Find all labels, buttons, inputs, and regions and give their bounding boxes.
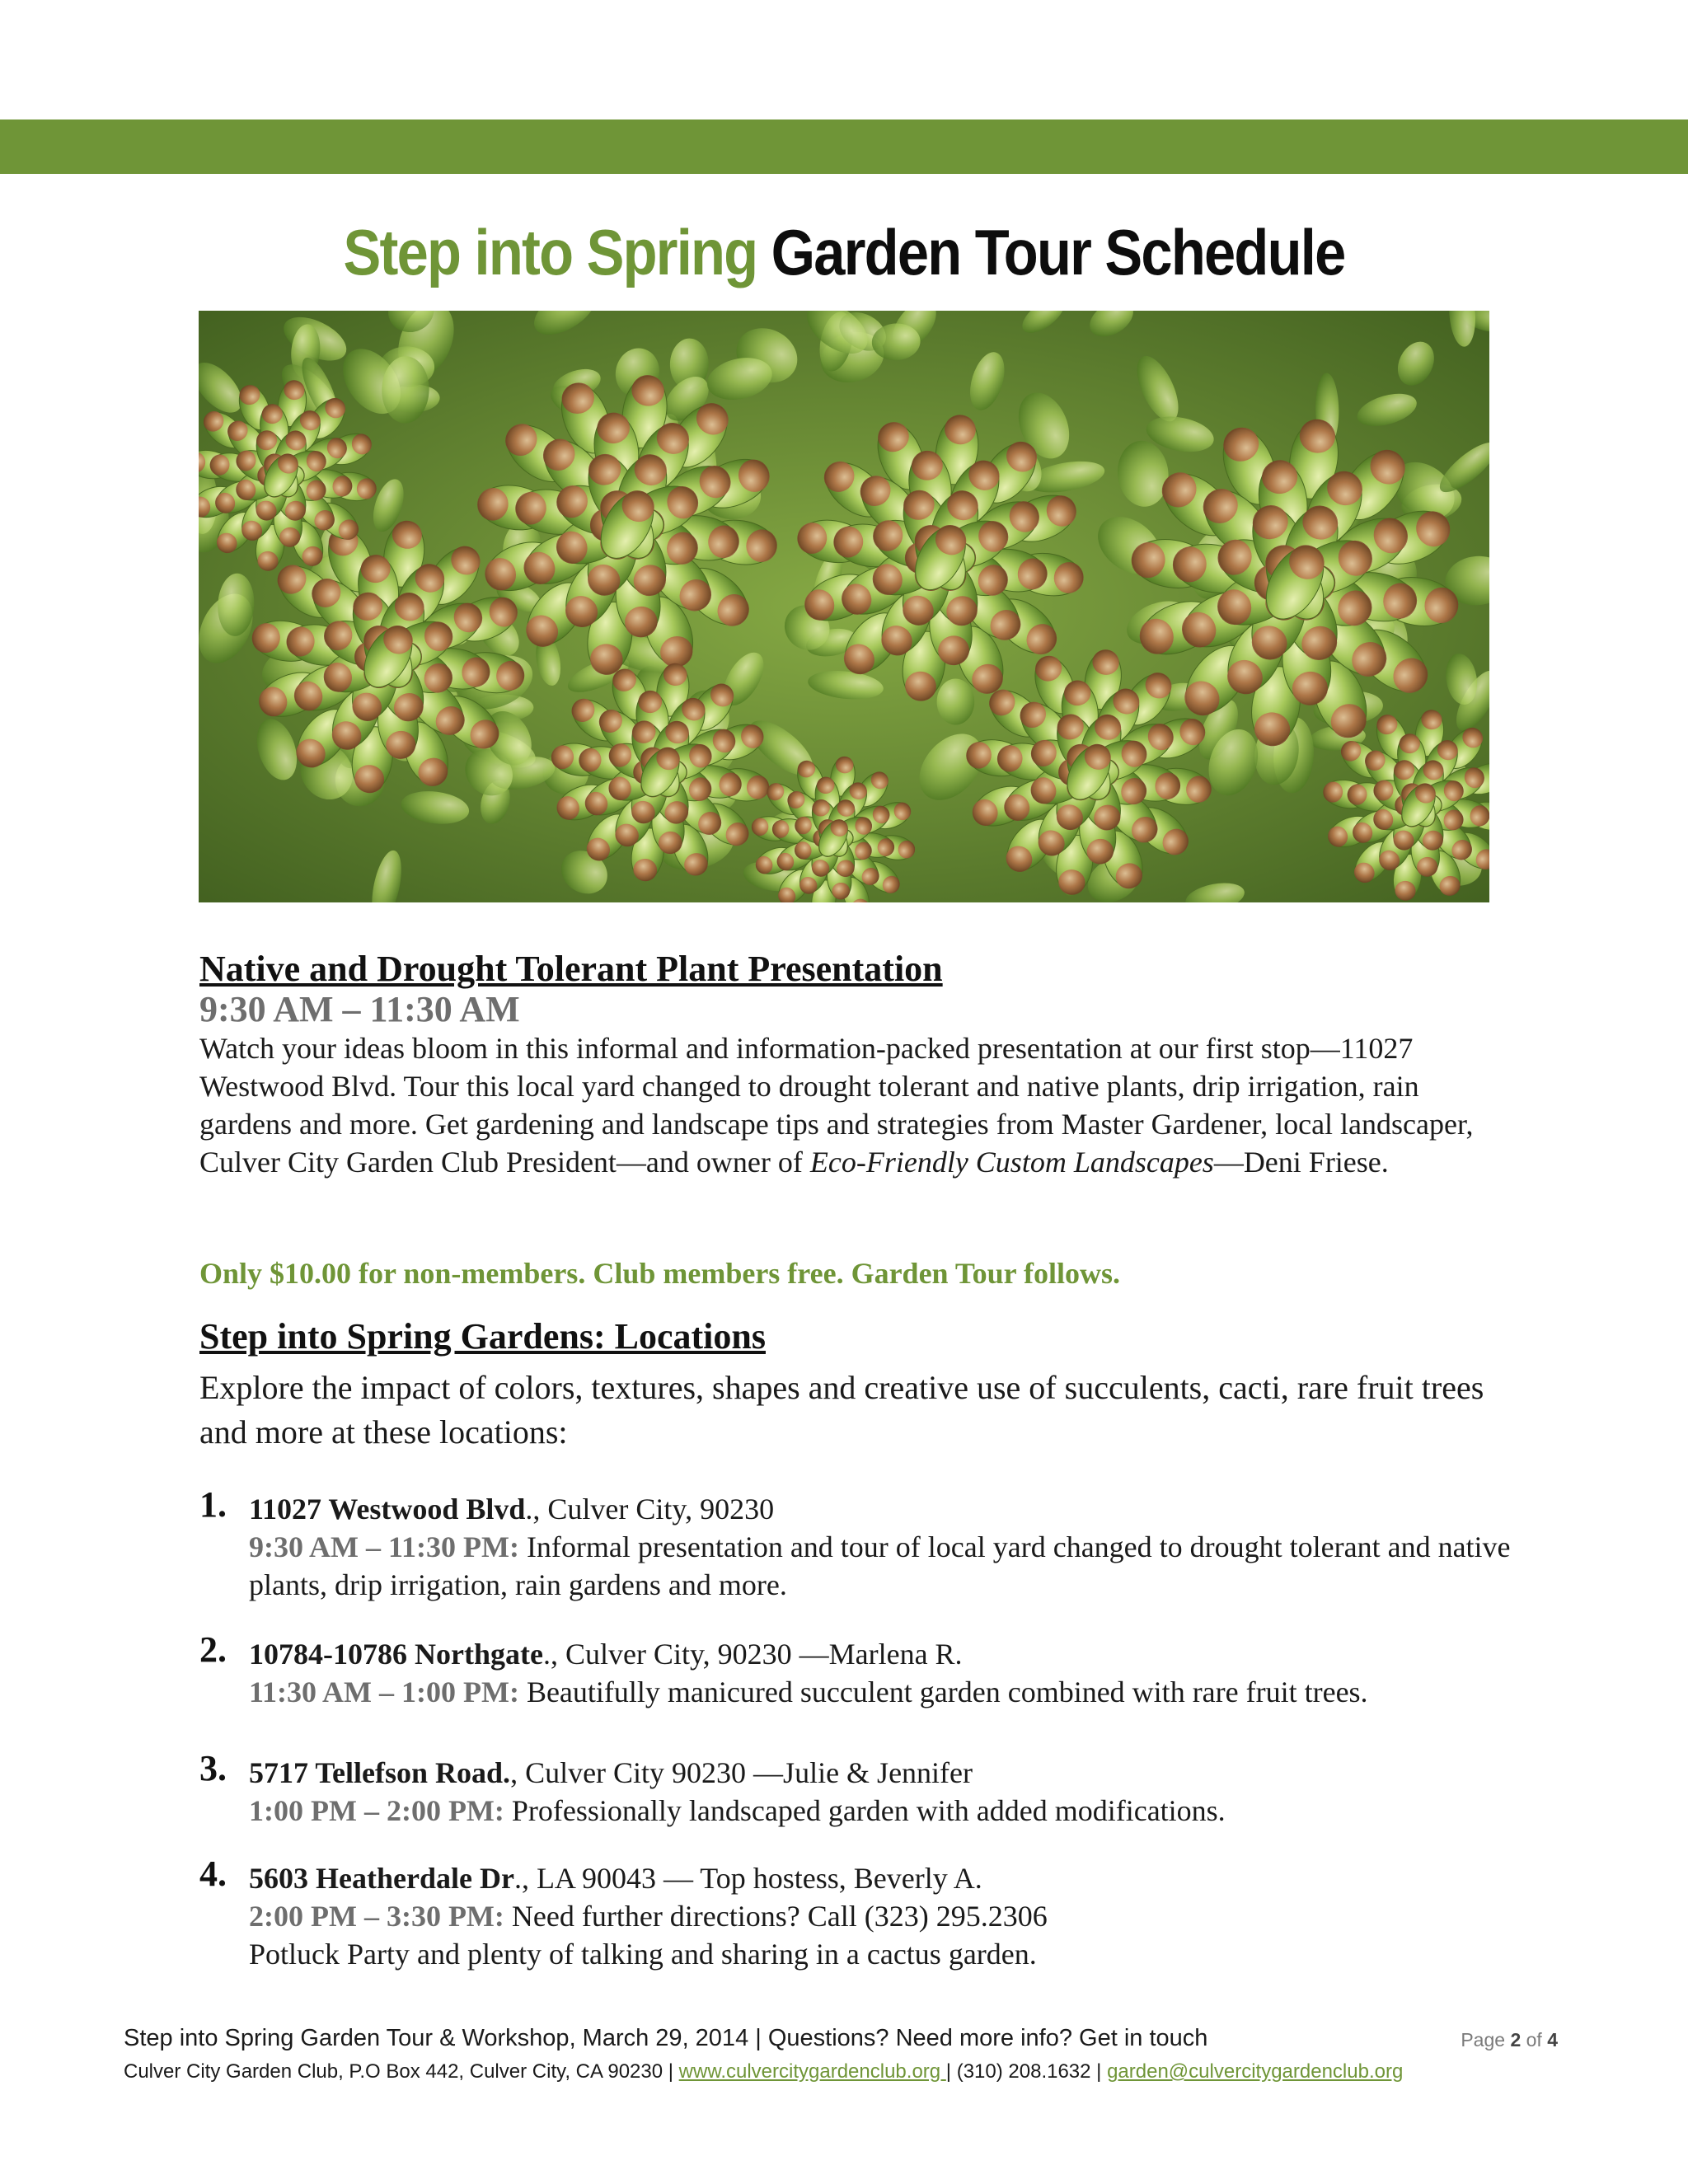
title-black-part: Garden Tour Schedule: [771, 216, 1345, 288]
presentation-heading: Native and Drought Tolerant Plant Presentation: [199, 949, 943, 989]
location-number: 3.: [199, 1748, 227, 1788]
promo-line: [199, 1256, 1518, 1291]
footer-org: Culver City Garden Club, P.O Box 442, Culver City, CA 90230 |: [124, 2060, 679, 2083]
locations-section: [199, 1315, 1518, 1455]
presentation-section: [199, 948, 1518, 1181]
location-street: 5603 Heatherdale Dr: [249, 1862, 514, 1895]
top-green-bar: [0, 120, 1688, 174]
location-number: 4.: [199, 1854, 227, 1894]
location-time: 11:30 AM – 1:00 PM:: [249, 1675, 519, 1708]
location-city: ., Culver City, 90230 —Marlena R.: [542, 1638, 963, 1671]
location-address: [249, 1754, 1568, 1792]
footer-phone: | (310) 208.1632 |: [945, 2060, 1108, 2083]
page-number: [1461, 2029, 1558, 2051]
location-details: [249, 1673, 1568, 1711]
location-desc: Informal presentation and tour of local yard changed to drought tolerant and native plants, drip irrigation, rain gardens and more.: [249, 1530, 1511, 1601]
location-details: [249, 1897, 1568, 1935]
location-desc: Beautifully manicured succulent garden combined with rare fruit trees.: [518, 1675, 1368, 1708]
location-address: [249, 1635, 1568, 1673]
location-city: , Culver City 90230 —Julie & Jennifer: [510, 1756, 973, 1789]
location-city: ., Culver City, 90230: [525, 1493, 775, 1526]
email-link[interactable]: garden@culvercitygardenclub.org: [1107, 2060, 1404, 2083]
location-time: 2:00 PM – 3:30 PM:: [249, 1900, 504, 1933]
locations-heading: Step into Spring Gardens: Locations: [199, 1316, 766, 1357]
succulent-photo: [199, 311, 1489, 902]
website-link[interactable]: www.culvercitygardenclub.org: [678, 2060, 946, 2083]
page-current: 2: [1510, 2029, 1522, 2050]
presentation-description: [199, 1029, 1518, 1181]
presentation-time: 9:30 AM – 11:30 AM: [199, 989, 520, 1029]
location-street: 10784-10786 Northgate: [249, 1638, 543, 1671]
page-title: [101, 213, 1587, 292]
location-desc: Professionally landscaped garden with added modifications.: [504, 1794, 1226, 1827]
presentation-text-end: —Deni Friese.: [1213, 1146, 1389, 1179]
business-name: Eco-Friendly Custom Landscapes: [809, 1146, 1214, 1179]
location-city: ., LA 90043 — Top hostess, Beverly A.: [513, 1862, 982, 1895]
location-desc: Need further directions? Call (323) 295.2306: [504, 1900, 1048, 1933]
locations-lead: Explore the impact of colors, textures, shapes and creative use of succulents, cacti, rare fruit trees and more at these locations:: [199, 1369, 1484, 1451]
location-details: [249, 1792, 1568, 1830]
location-street: 11027 Westwood Blvd: [249, 1493, 526, 1526]
location-number: 1.: [199, 1484, 227, 1525]
location-address: [249, 1859, 1568, 1897]
presentation-text: Watch your ideas bloom in this informal and information-packed presentation at our first stop—11027 Westwood Blvd. Tour this local yard changed to drought tolerant and native plants, drip irrigation, rain gardens and more. Get gardening and landscape tips and strategies from Master Gardener, local landscaper, Culver City Garden Club President—and owner of: [199, 1032, 1474, 1179]
location-address: [249, 1490, 1568, 1528]
title-green-part: Step into Spring: [343, 216, 757, 288]
location-street: 5717 Tellefson Road.: [249, 1756, 511, 1789]
page-total: 4: [1547, 2029, 1558, 2050]
location-time: 1:00 PM – 2:00 PM:: [249, 1794, 504, 1827]
page-of: of: [1521, 2029, 1548, 2050]
page-label: Page: [1461, 2029, 1511, 2050]
promo-text: Only $10.00 for non-members. Club members free. Garden Tour follows.: [199, 1257, 1120, 1290]
location-time: 9:30 AM – 11:30 PM:: [249, 1530, 519, 1563]
footer-event-line: Step into Spring Garden Tour & Workshop, March 29, 2014 | Questions? Need more info? Get in touch: [124, 2025, 1208, 2051]
location-extra: Potluck Party and plenty of talking and sharing in a cactus garden.: [249, 1938, 1037, 1971]
footer-contact-line: [124, 2060, 1403, 2083]
location-details: [249, 1528, 1568, 1604]
location-number: 2.: [199, 1629, 227, 1670]
